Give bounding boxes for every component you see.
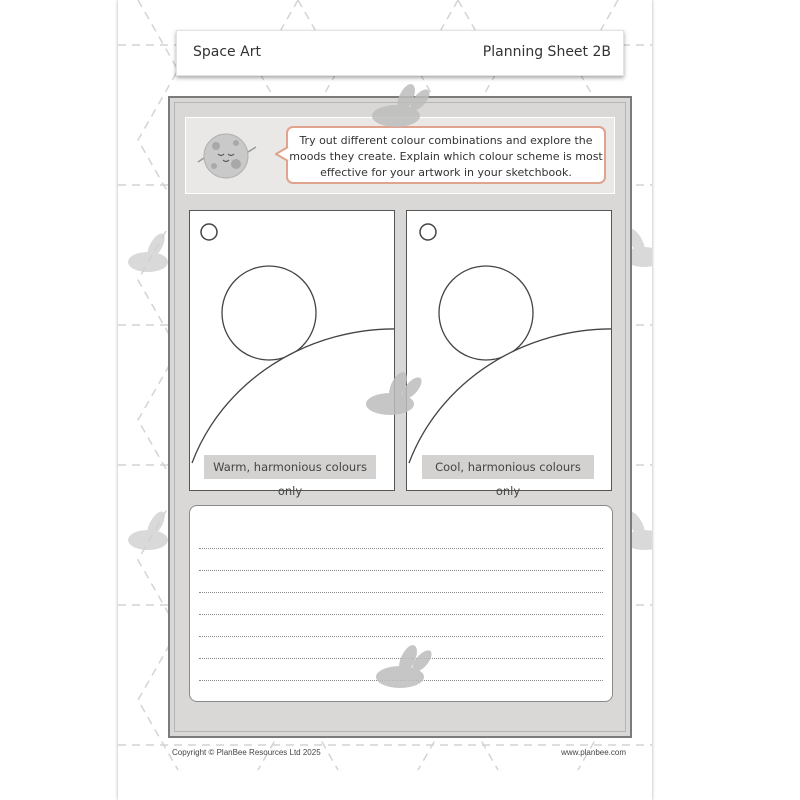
website-link[interactable]: www.planbee.com [561, 748, 626, 757]
instruction-bubble [286, 126, 606, 184]
caption-cool: Cool, harmonious colours only [422, 455, 594, 479]
bubble-tail [275, 146, 289, 162]
writing-line [199, 636, 603, 637]
bee-watermark-icon [364, 645, 444, 695]
instruction-line-2: moods they create. Explain which colour scheme is most [289, 150, 603, 163]
instruction-line-1: Try out different colour combinations and explore the [299, 134, 593, 147]
bee-watermark-icon [360, 84, 440, 134]
copyright-text: Copyright © PlanBee Resources Ltd 2025 [172, 748, 321, 757]
worksheet-page [118, 0, 652, 800]
instruction-text [288, 133, 604, 181]
caption-warm: Warm, harmonious colours only [204, 455, 376, 479]
drawing-panel-cool [406, 210, 612, 491]
sheet-number: Planning Sheet 2B [482, 44, 611, 60]
planet-outline-drawing [407, 211, 612, 491]
instruction-line-3: effective for your artwork in your sketchbook. [320, 166, 572, 179]
writing-line [199, 592, 603, 593]
moon-mascot-icon [196, 128, 276, 184]
drawing-panel-warm [189, 210, 395, 491]
planet-outline-drawing [190, 211, 395, 491]
header-bar [176, 30, 624, 76]
header-title: Space Art [193, 44, 261, 60]
writing-line [199, 548, 603, 549]
writing-line [199, 614, 603, 615]
bee-watermark-icon [354, 372, 434, 422]
writing-line [199, 570, 603, 571]
